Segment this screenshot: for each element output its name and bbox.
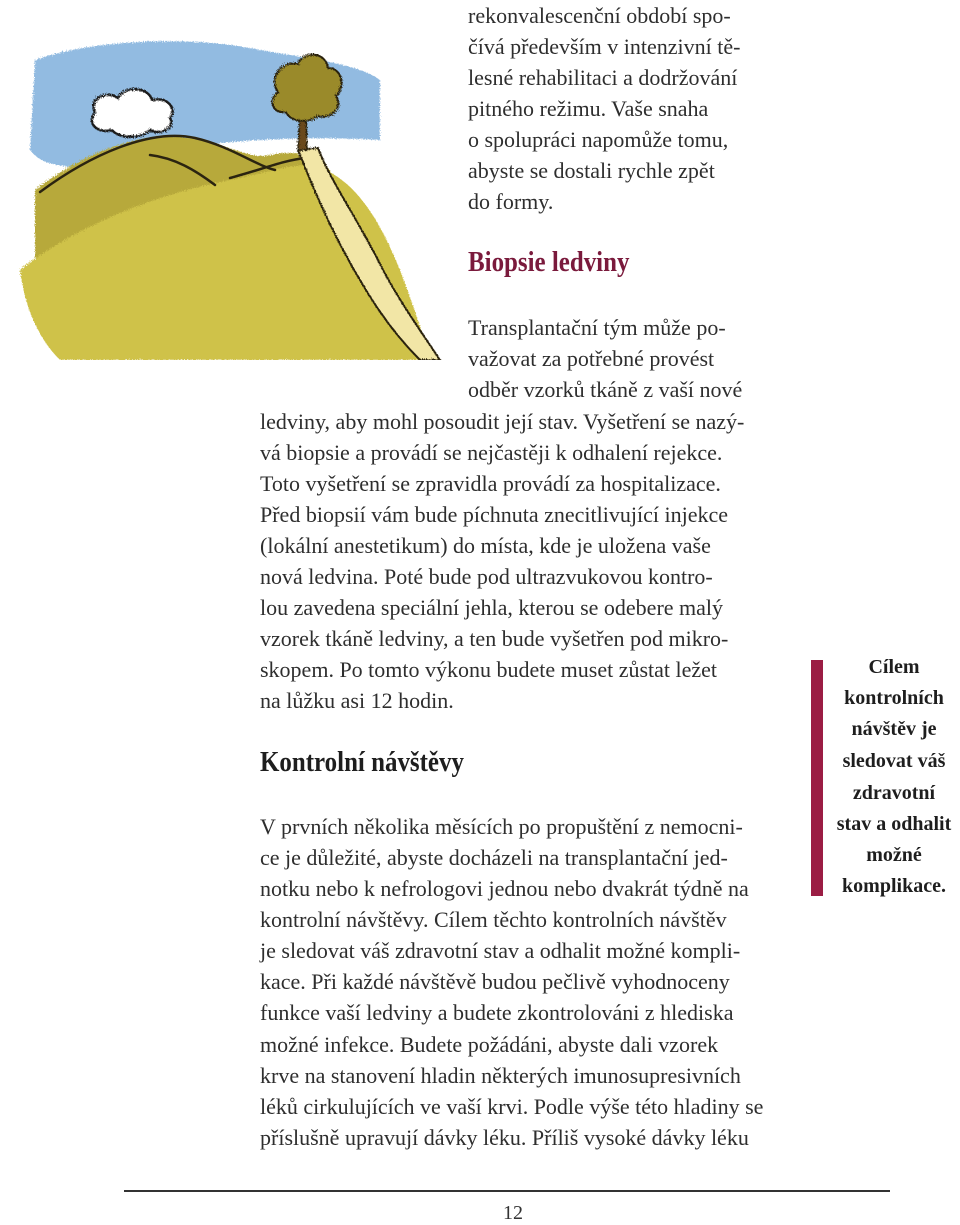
page-number: 12 [503,1202,523,1224]
sidebar-quote-line: kontrolních [844,687,944,709]
intro-line: pitného režimu. Vaše snaha [468,96,709,121]
sidebar-quote-line: Cílem [868,656,920,678]
paragraph-line: Před biopsií vám bude píchnuta znecitlivující injekce [260,502,728,527]
paragraph-line: kace. Při každé návštěvě budou pečlivě vyhodnoceny [260,969,730,994]
paragraph-line: skopem. Po tomto výkonu budete muset zůstat ležet [260,657,718,682]
sidebar-accent-bar [811,660,823,896]
paragraph-line: funkce vaší ledviny a budete zkontrolováni z hlediska [260,1000,734,1025]
intro-line: o spolupráci napomůže tomu, [468,127,729,152]
paragraph-line: važovat za potřebné provést [468,346,715,371]
sidebar-quote-line: komplikace. [842,875,946,897]
paragraph-line: V prvních několika měsících po propuštění z nemocni- [260,814,743,839]
paragraph-line: na lůžku asi 12 hodin. [260,688,454,713]
intro-line: abyste se dostali rychle zpět [468,158,715,183]
footer-rule [124,1190,890,1192]
paragraph-line: ledviny, aby mohl posoudit její stav. Vyšetření se nazý- [260,409,745,434]
paragraph-line: lou zavedena speciální jehla, kterou se odebere malý [260,595,724,620]
sidebar-quote-line: návštěv je [851,718,937,740]
paragraph-line: Toto vyšetření se zpravidla provádí za hospitalizace. [260,471,721,496]
paragraph-line: léků cirkulujících ve vaší krvi. Podle výše této hladiny se [260,1094,764,1119]
intro-line: rekonvalescenční období spo- [468,3,731,28]
paragraph-line: krve na stanovení hladin některých imunosupresivních [260,1063,741,1088]
section-heading-kontrolni: Kontrolní návštěvy [260,746,464,778]
paragraph-line: kontrolní návštěvy. Cílem těchto kontrolních návštěv [260,907,727,932]
paragraph-line: příslušně upravují dávky léku. Příliš vysoké dávky léku [260,1125,749,1150]
intro-line: čívá především v intenzivní tě- [468,34,741,59]
hills-illustration [0,20,450,360]
sidebar-quote-line: stav a odhalit [836,813,952,835]
paragraph-line: notku nebo k nefrologovi jednou nebo dvakrát týdně na [260,876,749,901]
paragraph-line: vá biopsie a provádí se nejčastěji k odhalení rejekce. [260,440,723,465]
paragraph-line: vzorek tkáně ledviny, a ten bude vyšetřen pod mikro- [260,626,729,651]
paragraph-line: je sledovat váš zdravotní stav a odhalit možné kompli- [260,938,741,963]
paragraph-line: nová ledvina. Poté bude pod ultrazvukovou kontro- [260,564,713,589]
paragraph-line: možné infekce. Budete požádáni, abyste dali vzorek [260,1032,719,1057]
sidebar-quote-line: zdravotní [852,782,936,804]
paragraph-line: Transplantační tým může po- [468,315,726,340]
intro-line: do formy. [468,189,554,214]
paragraph-line: odběr vzorků tkáně z vaší nové [468,377,743,402]
intro-line: lesné rehabilitaci a dodržování [468,65,738,90]
paragraph-line: ce je důležité, abyste docházeli na transplantační jed- [260,845,728,870]
sidebar-quote-line: možné [866,844,922,866]
sidebar-quote-line: sledovat váš [842,750,946,772]
section-heading-biopsie: Biopsie ledviny [468,246,630,278]
paragraph-line: (lokální anestetikum) do místa, kde je uložena vaše [260,533,711,558]
